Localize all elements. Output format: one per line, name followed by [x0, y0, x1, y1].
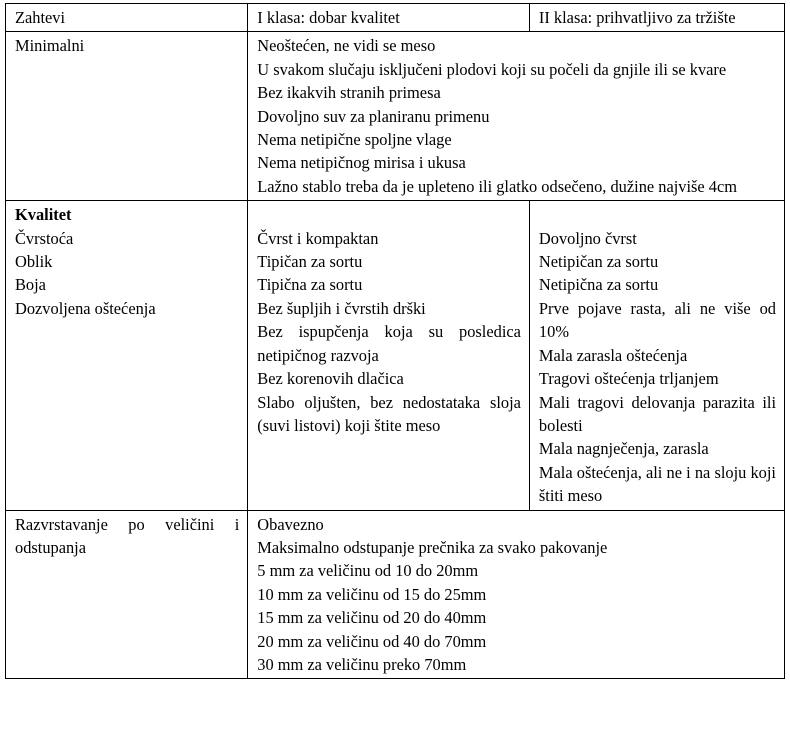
- list-item: Slabo oljušten, bez nedostataka sloja (suvi listovi) koji štite meso: [257, 392, 521, 435]
- list-item: Mali tragovi delovanja parazita ili bolesti: [538, 392, 776, 435]
- list-item: Mala zarasla oštećenja: [538, 345, 688, 365]
- list-item: Nema netipične spoljne vlage: [257, 130, 452, 150]
- sizing-requirements-cell: [248, 510, 785, 679]
- quality-label-color: Boja: [15, 275, 46, 295]
- list-item: Obavezno: [257, 514, 324, 534]
- list-item: Neoštećen, ne vidi se meso: [257, 36, 436, 56]
- list-item: Bez ikakvih stranih primesa: [257, 83, 441, 103]
- list-item: Tipičan za sortu: [257, 252, 363, 272]
- list-item: Tipična za sortu: [257, 275, 363, 295]
- quality-row: [6, 201, 785, 510]
- header-requirements-text: Zahtevi: [15, 8, 66, 27]
- header-class-2-text: II klasa: prihvatljivo za tržište: [538, 8, 736, 27]
- list-item: Tragovi oštećenja trljanjem: [538, 369, 719, 389]
- list-item: 30 mm za veličinu preko 70mm: [257, 654, 467, 674]
- header-class-2: [529, 4, 784, 32]
- list-item: Lažno stablo treba da je upleteno ili glatko odsečeno, dužine najviše 4cm: [257, 176, 738, 196]
- list-item: Dovoljno čvrst: [538, 228, 637, 248]
- minimal-label: Minimalni: [15, 36, 85, 56]
- quality-class-2-cell: [529, 201, 784, 510]
- list-item: Netipična za sortu: [538, 275, 659, 295]
- list-item: Mala nagnječenja, zarasla: [538, 439, 709, 459]
- list-item: Bez ispupčenja koja su posledica netipičnog razvoja: [257, 322, 521, 365]
- quality-label-shape: Oblik: [15, 252, 53, 272]
- list-item: 20 mm za veličinu od 40 do 70mm: [257, 631, 487, 651]
- quality-heading: Kvalitet: [15, 205, 72, 225]
- list-item: Mala oštećenja, ali ne i na sloju koji štiti meso: [538, 462, 776, 506]
- list-item: 5 mm za veličinu od 10 do 20mm: [257, 561, 479, 581]
- list-item: Nema netipičnog mirisa i ukusa: [257, 153, 466, 173]
- list-item: Dovoljno suv za planiranu primenu: [257, 106, 490, 126]
- list-item: Maksimalno odstupanje prečnika za svako pakovanje: [257, 537, 608, 557]
- list-item: Bez šupljih i čvrstih drški: [257, 298, 426, 318]
- minimal-requirements-cell: [248, 32, 785, 201]
- quality-class-1-cell: [248, 201, 530, 510]
- sizing-label: Razvrstavanje po veličini i odstupanja: [15, 514, 240, 557]
- list-item: 15 mm za veličinu od 20 do 40mm: [257, 608, 487, 628]
- requirements-table: [5, 3, 785, 679]
- header-requirements: [6, 4, 248, 32]
- header-class-1-text: I klasa: dobar kvalitet: [257, 8, 400, 27]
- list-item: U svakom slučaju isključeni plodovi koji su počeli da gnjile ili se kvare: [257, 59, 727, 79]
- header-class-1: [248, 4, 530, 32]
- quality-label-firmness: Čvrstoća: [15, 228, 74, 248]
- list-item: Prve pojave rasta, ali ne više od 10%: [538, 298, 776, 342]
- sizing-label-cell: [6, 510, 248, 679]
- list-item: 10 mm za veličinu od 15 do 25mm: [257, 584, 487, 604]
- minimal-label-cell: [6, 32, 248, 201]
- list-item: Čvrst i kompaktan: [257, 228, 379, 248]
- list-item: Bez korenovih dlačica: [257, 369, 404, 389]
- quality-label-cell: [6, 201, 248, 510]
- minimal-row: [6, 32, 785, 201]
- sizing-row: [6, 510, 785, 679]
- list-item: Netipičan za sortu: [538, 252, 659, 272]
- header-row: [6, 4, 785, 32]
- quality-label-damage: Dozvoljena oštećenja: [15, 298, 156, 318]
